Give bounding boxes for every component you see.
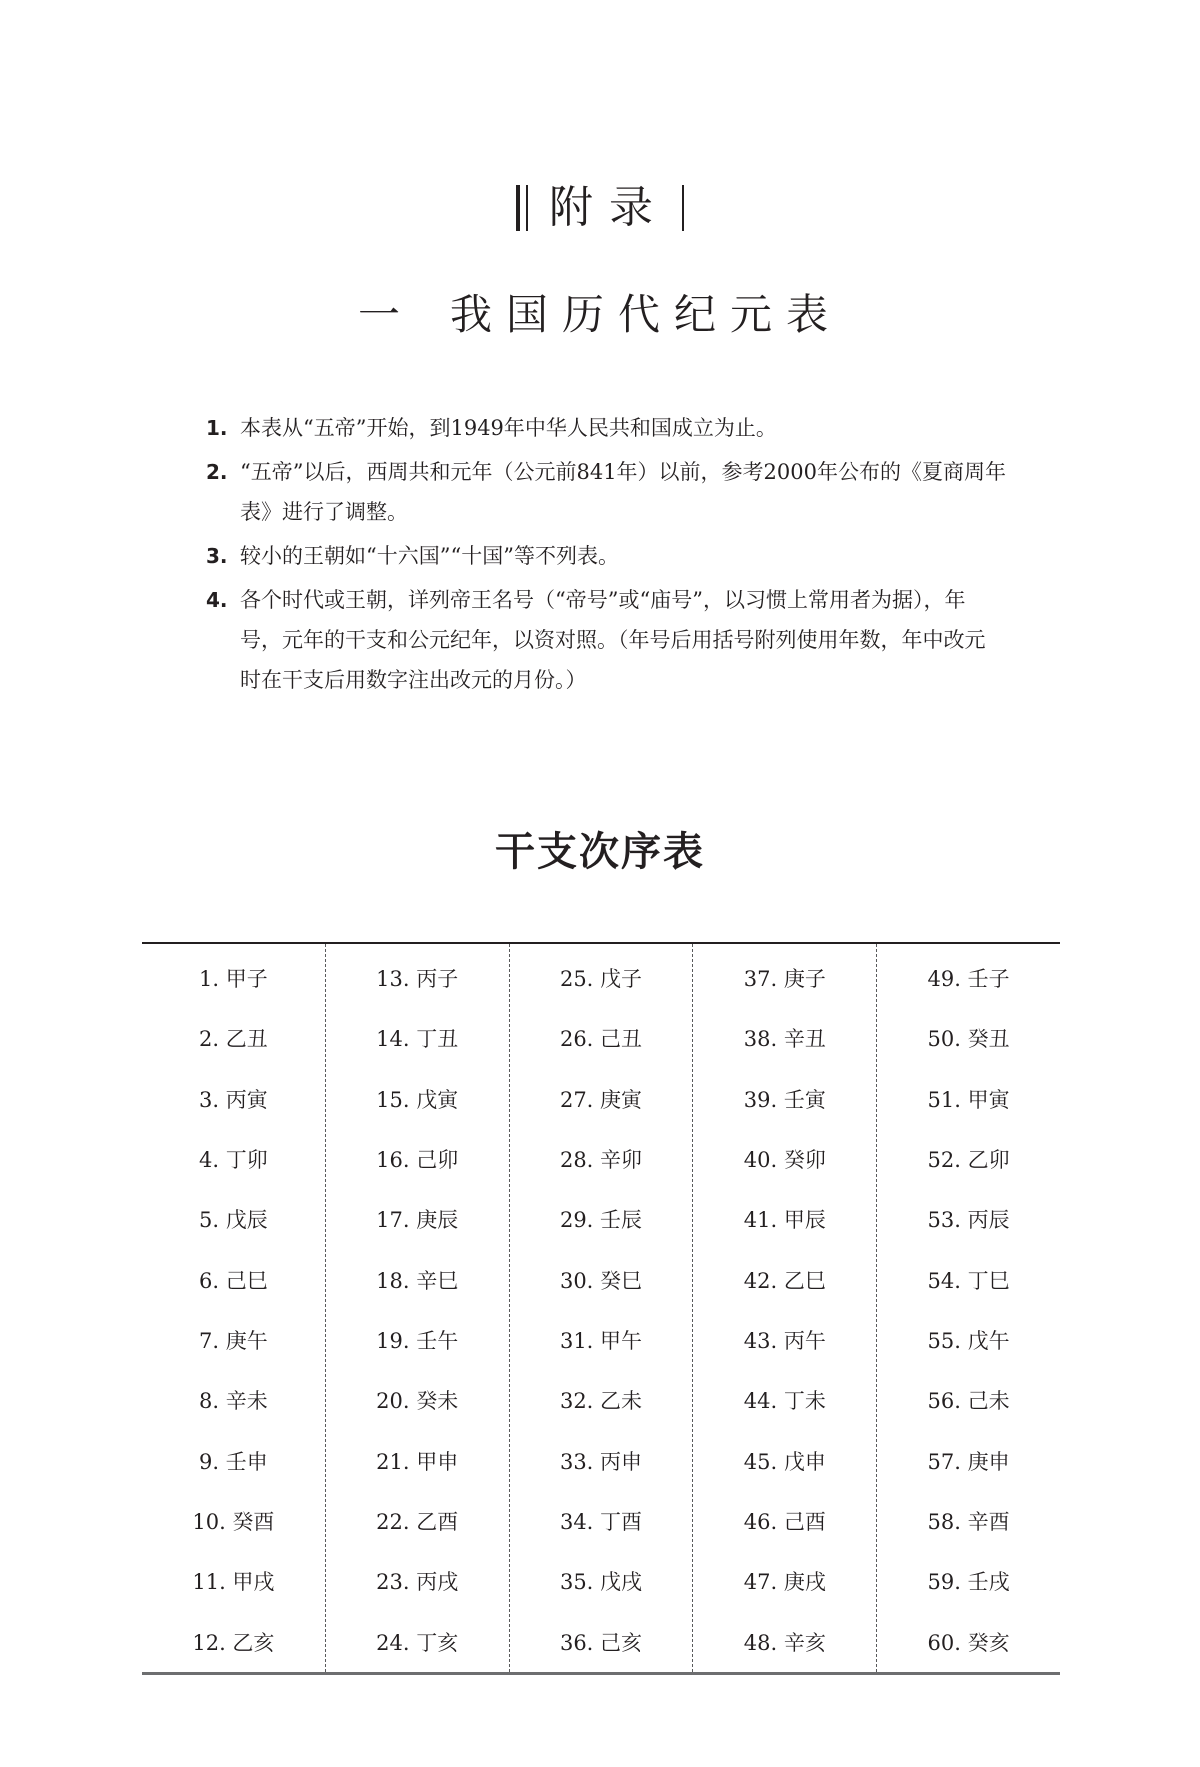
table-cell: 21. 甲申	[376, 1449, 459, 1474]
table-cell: 42. 乙巳	[743, 1268, 826, 1293]
table-cell: 57. 庚申	[927, 1449, 1010, 1474]
table-cell: 43. 丙午	[743, 1329, 826, 1354]
table-cell: 55. 戊午	[927, 1329, 1010, 1354]
table-cell: 48. 辛亥	[743, 1630, 826, 1655]
table-cell: 14. 丁丑	[376, 1027, 459, 1052]
table-cell: 32. 乙未	[559, 1389, 643, 1414]
table-cell: 17. 庚辰	[376, 1208, 459, 1233]
note-item	[206, 580, 1006, 700]
table-cell: 33. 丙申	[559, 1449, 643, 1474]
title-bar-left	[516, 185, 520, 231]
table-cell: 52. 乙卯	[927, 1148, 1010, 1173]
table-cell: 35. 戊戌	[559, 1570, 643, 1595]
table-column	[692, 944, 876, 1672]
appendix-title	[0, 180, 1200, 236]
note-item	[206, 536, 1006, 576]
table-cell: 60. 癸亥	[927, 1630, 1010, 1655]
table-cell: 46. 己酉	[743, 1510, 826, 1535]
title-bar-left-thin	[526, 185, 528, 231]
table-cell: 54. 丁巳	[927, 1268, 1010, 1293]
section-title-text: 我国历代纪元表	[450, 290, 843, 339]
table-cell: 27. 庚寅	[559, 1087, 643, 1112]
note-number: 2.	[206, 460, 228, 484]
table-cell: 13. 丙子	[376, 967, 459, 992]
table-cell: 10. 癸酉	[192, 1510, 275, 1535]
table-cell: 16. 己卯	[376, 1148, 459, 1173]
table-cell: 6. 己巳	[199, 1268, 268, 1293]
table-cell: 40. 癸卯	[743, 1148, 826, 1173]
section-title	[0, 282, 1200, 342]
table-cell: 53. 丙辰	[927, 1208, 1010, 1233]
table-cell: 36. 己亥	[559, 1630, 643, 1655]
table-cell: 18. 辛巳	[376, 1268, 459, 1293]
table-cell: 22. 乙酉	[376, 1510, 459, 1535]
table-column	[325, 944, 509, 1672]
ganzhi-table	[142, 942, 1060, 1675]
table-cell: 49. 壬子	[927, 967, 1010, 992]
table-column	[509, 944, 693, 1672]
table-cell: 1. 甲子	[199, 967, 268, 992]
note-item	[206, 452, 1006, 532]
note-item	[206, 408, 1006, 448]
table-cell: 20. 癸未	[376, 1389, 459, 1414]
note-number: 1.	[206, 416, 228, 440]
table-cell: 26. 己丑	[559, 1027, 643, 1052]
table-cell: 11. 甲戌	[192, 1570, 275, 1595]
note-text: 各个时代或王朝，详列帝王名号（“帝号”或“庙号”，以习惯上常用者为据），年号，元年的干支和公元纪年，以资对照。（年号后用括号附列使用年数，年中改元时在干支后用数字注出改元的月份。）	[240, 588, 986, 692]
table-cell: 56. 己未	[927, 1389, 1010, 1414]
note-text: “五帝”以后，西周共和元年（公元前841年）以前，参考2000年公布的《夏商周年表》进行了调整。	[240, 460, 1006, 524]
section-number: 一	[357, 290, 414, 339]
table-cell: 15. 戊寅	[376, 1087, 459, 1112]
table-cell: 3. 丙寅	[199, 1087, 268, 1112]
table-cell: 25. 戊子	[559, 967, 643, 992]
table-cell: 45. 戊申	[743, 1449, 826, 1474]
table-cell: 31. 甲午	[559, 1329, 643, 1354]
table-cell: 5. 戊辰	[199, 1208, 268, 1233]
table-cell: 47. 庚戌	[743, 1570, 826, 1595]
table-cell: 23. 丙戌	[376, 1570, 459, 1595]
table-cell: 58. 辛酉	[927, 1510, 1010, 1535]
table-cell: 29. 壬辰	[559, 1208, 643, 1233]
table-cell: 28. 辛卯	[559, 1148, 643, 1173]
table-cell: 51. 甲寅	[927, 1087, 1010, 1112]
notes-list	[206, 408, 1006, 704]
table-column	[876, 944, 1060, 1672]
note-text: 较小的王朝如“十六国”“十国”等不列表。	[240, 544, 619, 568]
table-cell: 12. 乙亥	[192, 1630, 275, 1655]
title-bar-right	[682, 185, 684, 231]
table-cell: 7. 庚午	[199, 1329, 268, 1354]
table-cell: 30. 癸巳	[559, 1268, 643, 1293]
table-cell: 2. 乙丑	[199, 1027, 268, 1052]
note-text: 本表从“五帝”开始，到1949年中华人民共和国成立为止。	[240, 416, 777, 440]
appendix-title-text: 附录	[549, 182, 669, 233]
table-cell: 41. 甲辰	[743, 1208, 826, 1233]
table-column	[142, 944, 325, 1672]
table-cell: 44. 丁未	[743, 1389, 826, 1414]
table-cell: 9. 壬申	[199, 1449, 268, 1474]
table-cell: 8. 辛未	[199, 1389, 268, 1414]
table-cell: 19. 壬午	[376, 1329, 459, 1354]
table-cell: 4. 丁卯	[199, 1148, 268, 1173]
table-cell: 24. 丁亥	[376, 1630, 459, 1655]
table-cell: 38. 辛丑	[743, 1027, 826, 1052]
table-title: 干支次序表	[495, 828, 705, 875]
note-number: 4.	[206, 588, 228, 612]
note-number: 3.	[206, 544, 228, 568]
table-cell: 34. 丁酉	[559, 1510, 643, 1535]
table-cell: 50. 癸丑	[927, 1027, 1010, 1052]
table-cell: 59. 壬戌	[927, 1570, 1010, 1595]
table-cell: 39. 壬寅	[743, 1087, 826, 1112]
table-cell: 37. 庚子	[743, 967, 826, 992]
